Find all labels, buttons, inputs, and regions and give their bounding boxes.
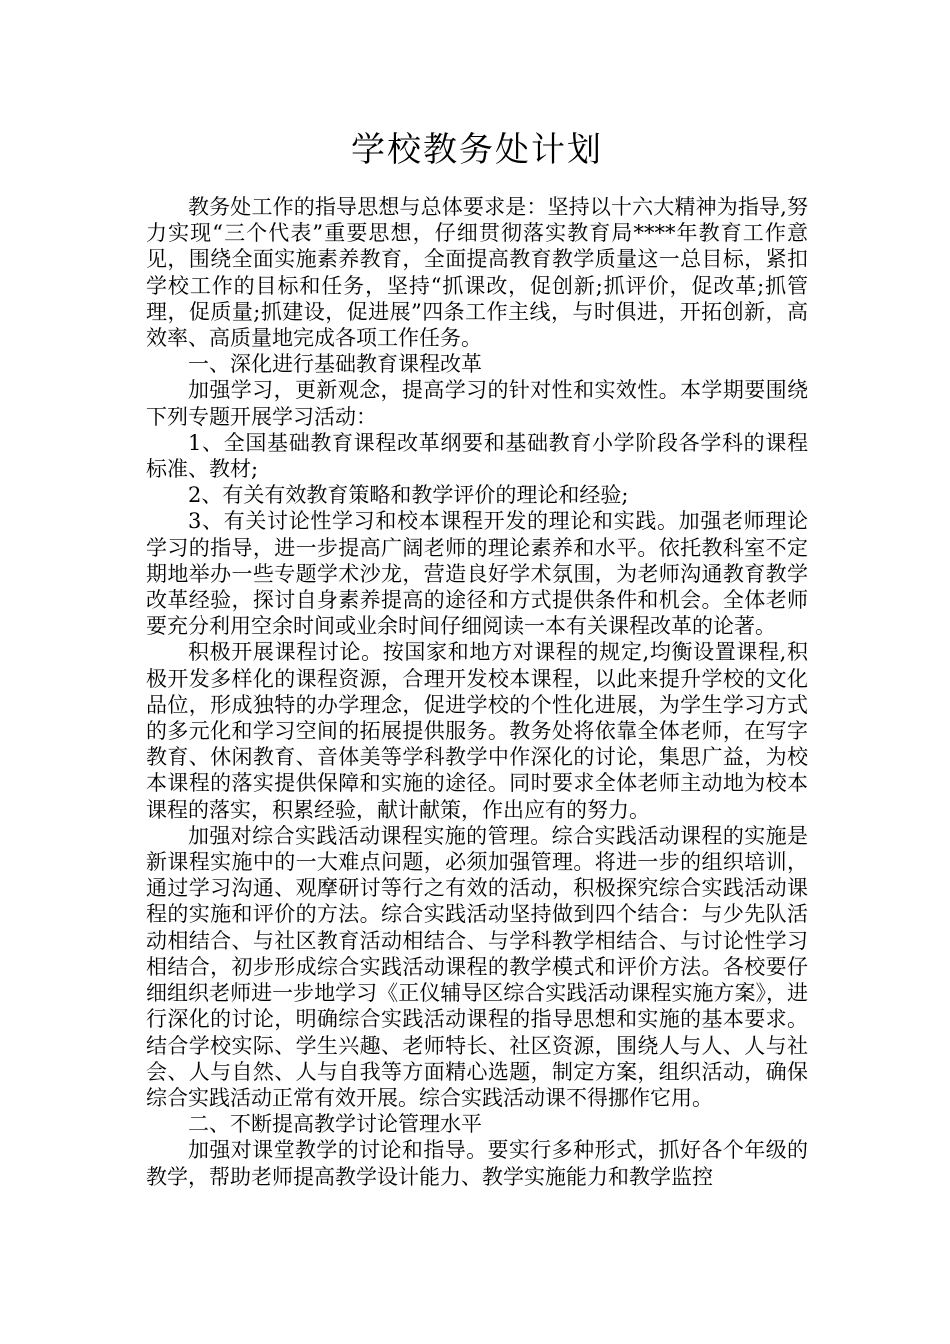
paragraph-intro: 教务处工作的指导思想与总体要求是：坚持以十六大精神为指导,努力实现“三个代表”重要思想，仔细贯彻落实教育局****年教育工作意见，围绕全面实施素养教育，全面提高教育教学质量这一总目标，紧扣学校工作的目标和任务，坚持“抓课改，促创新;抓评价，促改革;抓管理，促质量;抓建设，促进展”四条工作主线，与时俱进，开拓创新，高效率、高质量地完成各项工作任务。 — [146, 195, 808, 351]
list-item-2: 2、有关有效教育策略和教学评价的理论和经验; — [188, 483, 629, 508]
section-heading-1: 一、深化进行基础教育课程改革 — [188, 352, 482, 377]
paragraph-practice: 加强对综合实践活动课程实施的管理。综合实践活动课程的实施是新课程实施中的一大难点问题，必须加强管理。将进一步的组织培训，通过学习沟通、观摩研讨等行之有效的活动，积极探究综合实践活动课程的实施和评价的方法。综合实践活动坚持做到四个结合：与少先队活动相结合、与社区教育活动相结合、与学科教学相结合、与讨论性学习相结合，初步形成综合实践活动课程的教学模式和评价方法。各校要仔细组织老师进一步地学习《正仪辅导区综合实践活动课程实施方案》，进行深化的讨论，明确综合实践活动课程的指导思想和实施的基本要求。结合学校实际、学生兴趣、老师特长、社区资源，围绕人与人、人与社会、人与自然、人与自我等方面精心选题，制定方案，组织活动，确保综合实践活动正常有效开展。综合实践活动课不得挪作它用。 — [146, 823, 808, 1110]
list-item-3: 3、有关讨论性学习和校本课程开发的理论和实践。加强老师理论学习的指导，进一步提高广阔老师的理论素养和水平。依托教科室不定期地举办一些专题学术沙龙，营造良好学术氛围，为老师沟通教育教学改革经验，探讨自身素养提高的途径和方式提供条件和机会。全体老师要充分利用空余时间或业余时间仔细阅读一本有关课程改革的论著。 — [146, 509, 808, 639]
list-item-1: 1、全国基础教育课程改革纲要和基础教育小学阶段各学科的课程标准、教材; — [146, 430, 808, 482]
section-heading-2: 二、不断提高教学讨论管理水平 — [188, 1112, 482, 1137]
document-page — [146, 128, 808, 1190]
paragraph-classroom: 加强对课堂教学的讨论和指导。要实行多种形式，抓好各个年级的教学，帮助老师提高教学设计能力、教学实施能力和教学监控 — [146, 1138, 808, 1189]
paragraph-study: 加强学习，更新观念，提高学习的针对性和实效性。本学期要围绕下列专题开展学习活动： — [146, 378, 808, 429]
document-title: 学校教务处计划 — [351, 130, 603, 170]
paragraph-curriculum: 积极开展课程讨论。按国家和地方对课程的规定,均衡设置课程,积极开发多样化的课程资源，合理开发校本课程，以此来提升学校的文化品位，形成独特的办学理念，促进学校的个性化进展，为学生学习方式的多元化和学习空间的拓展提供服务。教务处将依靠全体老师，在写字教育、休闲教育、音体美等学科教学中作深化的讨论，集思广益，为校本课程的落实提供保障和实施的途径。同时要求全体老师主动地为校本课程的落实，积累经验，献计献策，作出应有的努力。 — [146, 640, 808, 822]
